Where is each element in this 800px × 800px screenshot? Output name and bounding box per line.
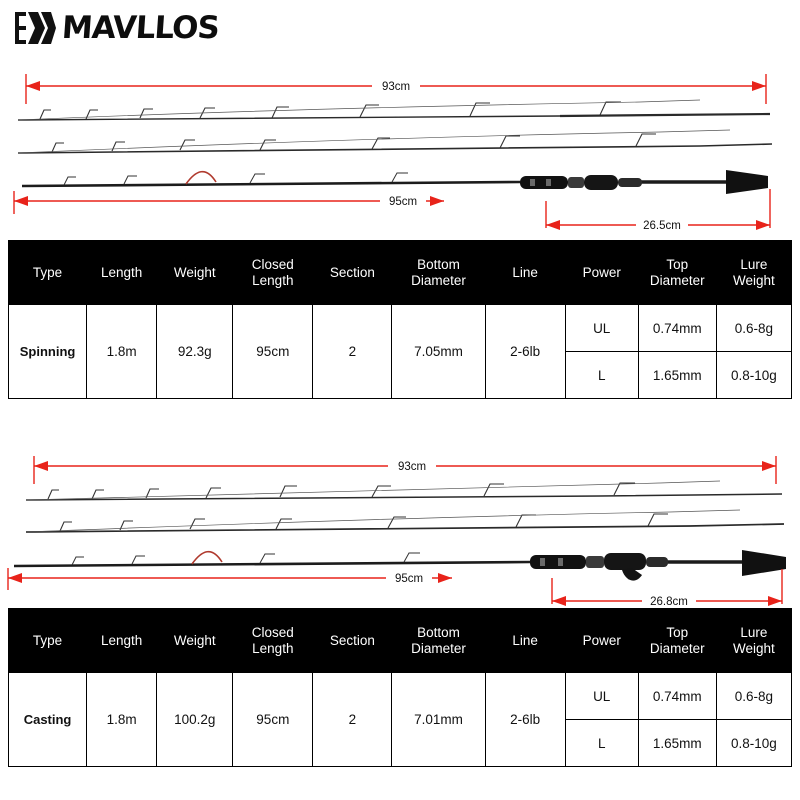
- cell-closed-length: 95cm: [233, 305, 313, 399]
- cell-top-diameter: 0.74mm: [638, 305, 716, 352]
- spinning-spec-table: [8, 240, 792, 399]
- header-length: Length: [87, 241, 157, 305]
- header-weight: Weight: [157, 241, 233, 305]
- cell-length: 1.8m: [87, 305, 157, 399]
- casting-rod-diagram: [0, 448, 800, 608]
- cell-closed-length: 95cm: [233, 673, 313, 767]
- header-power: Power: [565, 241, 638, 305]
- cell-top-diameter: 1.65mm: [638, 720, 716, 767]
- header-type: Type: [9, 241, 87, 305]
- dim-handle-label: 26.5cm: [643, 220, 681, 232]
- cell-type: Casting: [9, 673, 87, 767]
- header-section: Section: [313, 241, 392, 305]
- header-closed-length: Closed Length: [233, 241, 313, 305]
- table-header-row: [9, 609, 792, 673]
- header-closed-length: Closed Length: [233, 609, 313, 673]
- triple-chevron-logo-icon: [14, 10, 56, 46]
- cell-power: L: [565, 720, 638, 767]
- cell-top-diameter: 1.65mm: [638, 352, 716, 399]
- cell-line: 2-6lb: [485, 673, 565, 767]
- cell-line: 2-6lb: [485, 305, 565, 399]
- dim-total-upper-label: 93cm: [381, 81, 411, 93]
- cell-lure-weight: 0.6-8g: [716, 305, 791, 352]
- dim-total-lower-line: [8, 568, 452, 590]
- assembled-rod: [22, 170, 768, 194]
- cell-weight: 100.2g: [157, 673, 233, 767]
- cell-lure-weight: 0.6-8g: [716, 673, 791, 720]
- header-type: Type: [9, 609, 87, 673]
- brand-logo: [14, 10, 219, 46]
- header-weight: Weight: [157, 609, 233, 673]
- cell-length: 1.8m: [87, 673, 157, 767]
- table-header-row: [9, 241, 792, 305]
- casting-spec-table: [8, 608, 792, 767]
- table-row: [9, 305, 792, 352]
- header-top-diameter: Top Diameter: [638, 241, 716, 305]
- cell-type: Spinning: [9, 305, 87, 399]
- dim-handle-label: 26.8cm: [650, 596, 688, 608]
- header-bottom-diameter: Bottom Diameter: [392, 609, 485, 673]
- header-bottom-diameter: Bottom Diameter: [392, 241, 485, 305]
- table-row: [9, 673, 792, 720]
- header-top-diameter: Top Diameter: [638, 609, 716, 673]
- brand-name: MAVLLOS: [60, 10, 221, 46]
- cell-bottom-diameter: 7.01mm: [392, 673, 485, 767]
- cell-power: UL: [565, 305, 638, 352]
- header-line: Line: [485, 241, 565, 305]
- header-line: Line: [485, 609, 565, 673]
- header-power: Power: [565, 609, 638, 673]
- dim-total-lower-label: 95cm: [388, 196, 418, 208]
- header-lure-weight: Lure Weight: [716, 609, 791, 673]
- header-lure-weight: Lure Weight: [716, 241, 791, 305]
- dim-total-lower-line: [14, 191, 444, 214]
- cell-section: 2: [313, 305, 392, 399]
- cell-section: 2: [313, 673, 392, 767]
- dim-total-lower-label: 95cm: [394, 573, 424, 585]
- cell-power: UL: [565, 673, 638, 720]
- cell-weight: 92.3g: [157, 305, 233, 399]
- cell-lure-weight: 0.8-10g: [716, 720, 791, 767]
- header-section: Section: [313, 609, 392, 673]
- cell-bottom-diameter: 7.05mm: [392, 305, 485, 399]
- cell-top-diameter: 0.74mm: [638, 673, 716, 720]
- header-length: Length: [87, 609, 157, 673]
- spinning-rod-diagram: [0, 58, 800, 236]
- dim-total-upper-label: 93cm: [397, 461, 427, 473]
- cell-lure-weight: 0.8-10g: [716, 352, 791, 399]
- cell-power: L: [565, 352, 638, 399]
